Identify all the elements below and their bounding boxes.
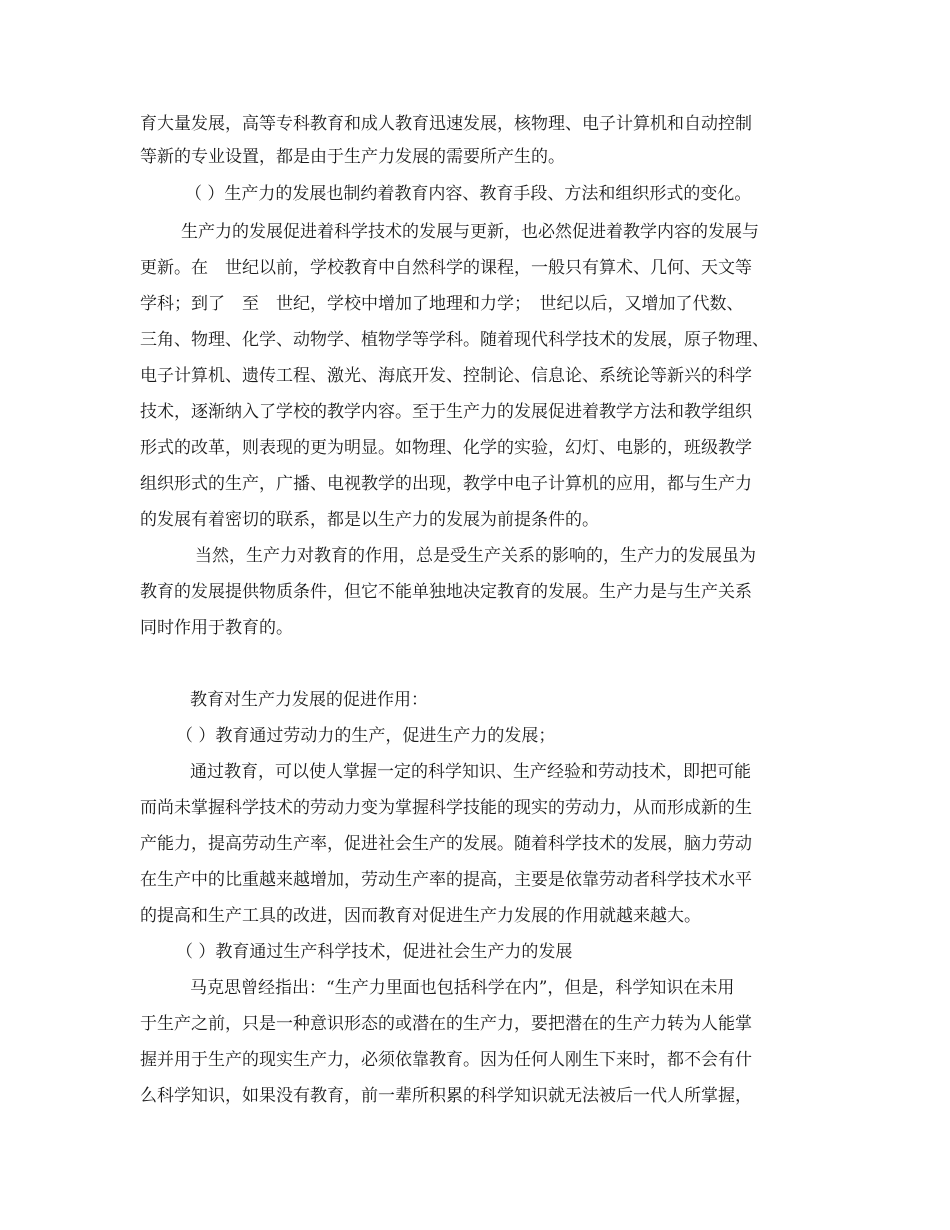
text-line-23: （ ）教育通过生产科学技术，促进社会生产力的发展 [176,942,573,962]
text-line-27: 么科学知识，如果没有教育，前一辈所积累的科学知识就无法被后一代人所掌握， [140,1086,752,1106]
text-line-18: 通过教育，可以使人掌握一定的科学知识、生产经验和劳动技术，即把可能 [190,762,751,782]
text-line-26: 握并用于生产的现实生产力，必须依靠教育。因为任何人刚生下来时，都不会有什 [140,1050,752,1070]
text-line-9: 技术，逐渐纳入了学校的教学内容。至于生产力的发展促进着教学方法和教学组织 [140,402,752,422]
text-line-14: 教育的发展提供物质条件，但它不能单独地决定教育的发展。生产力是与生产关系 [140,582,752,602]
text-line-22: 的提高和生产工具的改进，因而教育对促进生产力发展的作用就越来越大。 [140,906,701,926]
section-heading: 教育对生产力发展的促进作用： [190,690,428,710]
text-line-11: 组织形式的生产，广播、电视教学的出现，教学中电子计算机的应用，都与生产力 [140,474,752,494]
text-line-24: 马克思曾经指出：“生产力里面也包括科学在内”，但是，科学知识在未用 [190,978,735,998]
text-line-4: 生产力的发展促进着科学技术的发展与更新，也必然促进着教学内容的发展与 [181,222,759,242]
text-line-19: 而尚未掌握科学技术的劳动力变为掌握科学技能的现实的劳动力，从而形成新的生 [140,798,752,818]
text-line-25: 于生产之前，只是一种意识形态的或潜在的生产力，要把潜在的生产力转为人能掌 [140,1014,752,1034]
text-line-8: 电子计算机、遗传工程、激光、海底开发、控制论、信息论、系统论等新兴的科学 [140,366,752,386]
text-line-10: 形式的改革，则表现的更为明显。如物理、化学的实验，幻灯、电影的，班级教学 [140,438,752,458]
text-line-2: 等新的专业设置，都是由于生产力发展的需要所产生的。 [140,147,565,167]
text-line-15: 同时作用于教育的。 [140,618,293,638]
text-line-3: （ ）生产力的发展也制约着教育内容、教育手段、方法和组织形式的变化。 [185,184,752,204]
text-line-13: 当然，生产力对教育的作用，总是受生产关系的影响的，生产力的发展虽为 [195,546,756,566]
text-line-21: 在生产中的比重越来越增加，劳动生产率的提高，主要是依靠劳动者科学技术水平 [140,870,752,890]
text-line-17: （ ）教育通过劳动力的生产，促进生产力的发展； [176,726,556,746]
text-line-1: 育大量发展，高等专科教育和成人教育迅速发展，核物理、电子计算机和自动控制 [140,114,752,134]
text-line-7: 三角、物理、化学、动物学、植物学等学科。随着现代科学技术的发展，原子物理、 [140,330,769,350]
text-line-12: 的发展有着密切的联系，都是以生产力的发展为前提条件的。 [140,510,599,530]
text-line-20: 产能力，提高劳动生产率，促进社会生产的发展。随着科学技术的发展，脑力劳动 [140,834,752,854]
text-line-6: 学科；到了 至 世纪，学校中增加了地理和力学； 世纪以后，又增加了代数、 [140,294,744,314]
text-line-5: 更新。在 世纪以前，学校教育中自然科学的课程，一般只有算术、几何、天文等 [140,258,752,278]
